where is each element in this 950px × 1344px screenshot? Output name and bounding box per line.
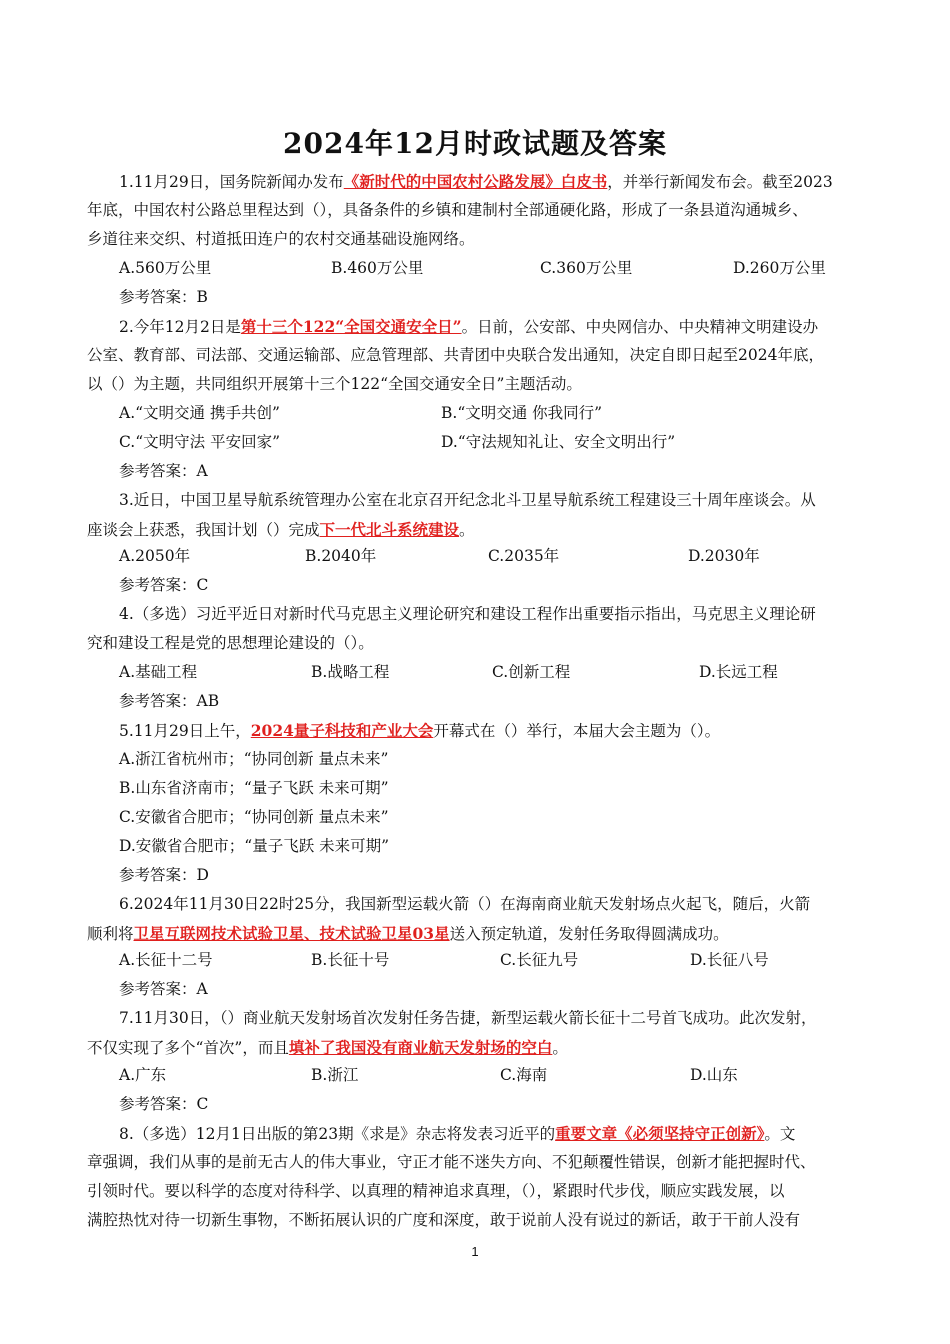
highlight: 填补了我国没有商业航天发射场的空白 [288,1038,553,1057]
question-1-line-2: 年底，中国农村公路总里程达到（），具备条件的乡镇和建制村全部通硬化路，形成了一条县道沟通城乡、 [87,201,808,219]
question-2-line-3: 以（）为主题，共同组织开展第十三个122“全国交通安全日”主题活动。 [87,375,582,393]
page-number: 1 [471,1244,479,1259]
option-d: D.“守法规知礼让、安全文明出行” [441,433,676,451]
answer-3: 参考答案：C [119,576,209,594]
option-c: C.2035年 [488,547,560,565]
question-8-line-1: 8.（多选）12月1日出版的第23期《求是》杂志将发表习近平的重要文章《必须坚持守正创新》。文 [119,1124,796,1143]
option-c: C.“文明守法 平安回家” [119,433,281,451]
option-b: B.2040年 [305,547,377,565]
question-4-line-2: 究和建设工程是党的思想理论建设的（）。 [87,634,374,652]
highlight: 卫星互联网技术试验卫星、技术试验卫星03星 [133,924,450,943]
question-8-line-3: 引领时代。要以科学的态度对待科学、以真理的精神追求真理，（），紧跟时代步伐，顺应实践发展，以 [87,1182,785,1200]
option-b: B.山东省济南市；“量子飞跃 未来可期” [119,779,389,797]
option-b: B.460万公里 [331,259,424,277]
option-c: C.创新工程 [492,663,571,681]
question-1-line-3: 乡道往来交织、村道抵田连户的农村交通基础设施网络。 [87,230,475,248]
question-7-line-2: 不仅实现了多个“首次”，而且填补了我国没有商业航天发射场的空白。 [87,1038,568,1057]
option-b: B.浙江 [311,1066,359,1084]
document-title: 2024年12月时政试题及答案 [283,127,667,160]
option-a: A.浙江省杭州市；“协同创新 量点未来” [119,750,389,768]
question-1-line-1: 1.11月29日，国务院新闻办发布《新时代的中国农村公路发展》白皮书，并举行新闻发布会。截至2023 [119,172,833,191]
option-d: D.山东 [690,1066,738,1084]
option-d: D.长征八号 [690,951,769,969]
option-d: D.安徽省合肥市；“量子飞跃 未来可期” [119,837,390,855]
question-6-line-1: 6.2024年11月30日22时25分，我国新型运载火箭（）在海南商业航天发射场点火起飞，随后，火箭 [119,895,811,913]
answer-1: 参考答案：B [119,288,208,306]
option-a: A.长征十二号 [119,951,213,969]
option-b: B.战略工程 [311,663,390,681]
question-5-line-1: 5.11月29日上午，2024量子科技和产业大会开幕式在（）举行，本届大会主题为（）。 [119,721,721,740]
option-a: A.“文明交通 携手共创” [119,404,280,422]
answer-5: 参考答案：D [119,866,209,884]
question-7-line-1: 7.11月30日，（）商业航天发射场首次发射任务告捷，新型运载火箭长征十二号首飞成功。此次发射， [119,1009,817,1027]
option-c: C.海南 [500,1066,548,1084]
option-d: D.2030年 [688,547,760,565]
option-a: A.广东 [119,1066,167,1084]
answer-7: 参考答案：C [119,1095,209,1113]
highlight: 2024量子科技和产业大会 [250,721,434,740]
highlight: 《新时代的中国农村公路发展》白皮书 [343,172,608,191]
answer-4: 参考答案：AB [119,692,220,710]
option-b: B.长征十号 [311,951,390,969]
option-c: C.安徽省合肥市；“协同创新 量点未来” [119,808,389,826]
question-2-line-1: 2.今年12月2日是第十三个122“全国交通安全日”。日前，公安部、中央网信办、中央精神文明建设办 [119,317,819,336]
option-a: A.基础工程 [119,663,198,681]
answer-2: 参考答案：A [119,462,208,480]
option-d: D.长远工程 [699,663,778,681]
question-3-line-1: 3.近日，中国卫星导航系统管理办公室在北京召开纪念北斗卫星导航系统工程建设三十周年座谈会。从 [119,491,816,509]
option-a: A.2050年 [119,547,191,565]
option-d: D.260万公里 [733,259,826,277]
question-8-line-2: 章强调，我们从事的是前无古人的伟大事业，守正才能不迷失方向、不犯颠覆性错误，创新才能把握时代、 [87,1153,816,1171]
highlight: 下一代北斗系统建设 [319,520,460,539]
option-a: A.560万公里 [119,259,212,277]
answer-6: 参考答案：A [119,980,208,998]
option-b: B.“文明交通 你我同行” [441,404,603,422]
question-3-line-2: 座谈会上获悉，我国计划（）完成下一代北斗系统建设。 [87,520,475,539]
question-4-line-1: 4.（多选）习近平近日对新时代马克思主义理论研究和建设工程作出重要指示指出，马克思主义理论研 [119,605,816,623]
question-2-line-2: 公室、教育部、司法部、交通运输部、应急管理部、共青团中央联合发出通知，决定自即日起至2024年底， [87,346,824,364]
highlight: 重要文章《必须坚持守正创新》 [555,1124,765,1143]
question-8-line-4: 满腔热忱对待一切新生事物，不断拓展认识的广度和深度，敢于说前人没有说过的新话，敢于干前人没有 [87,1211,801,1229]
question-6-line-2: 顺利将卫星互联网技术试验卫星、技术试验卫星03星送入预定轨道，发射任务取得圆满成功。 [87,924,729,943]
highlight: 第十三个122“全国交通安全日” [240,317,462,336]
option-c: C.长征九号 [500,951,579,969]
option-c: C.360万公里 [540,259,633,277]
